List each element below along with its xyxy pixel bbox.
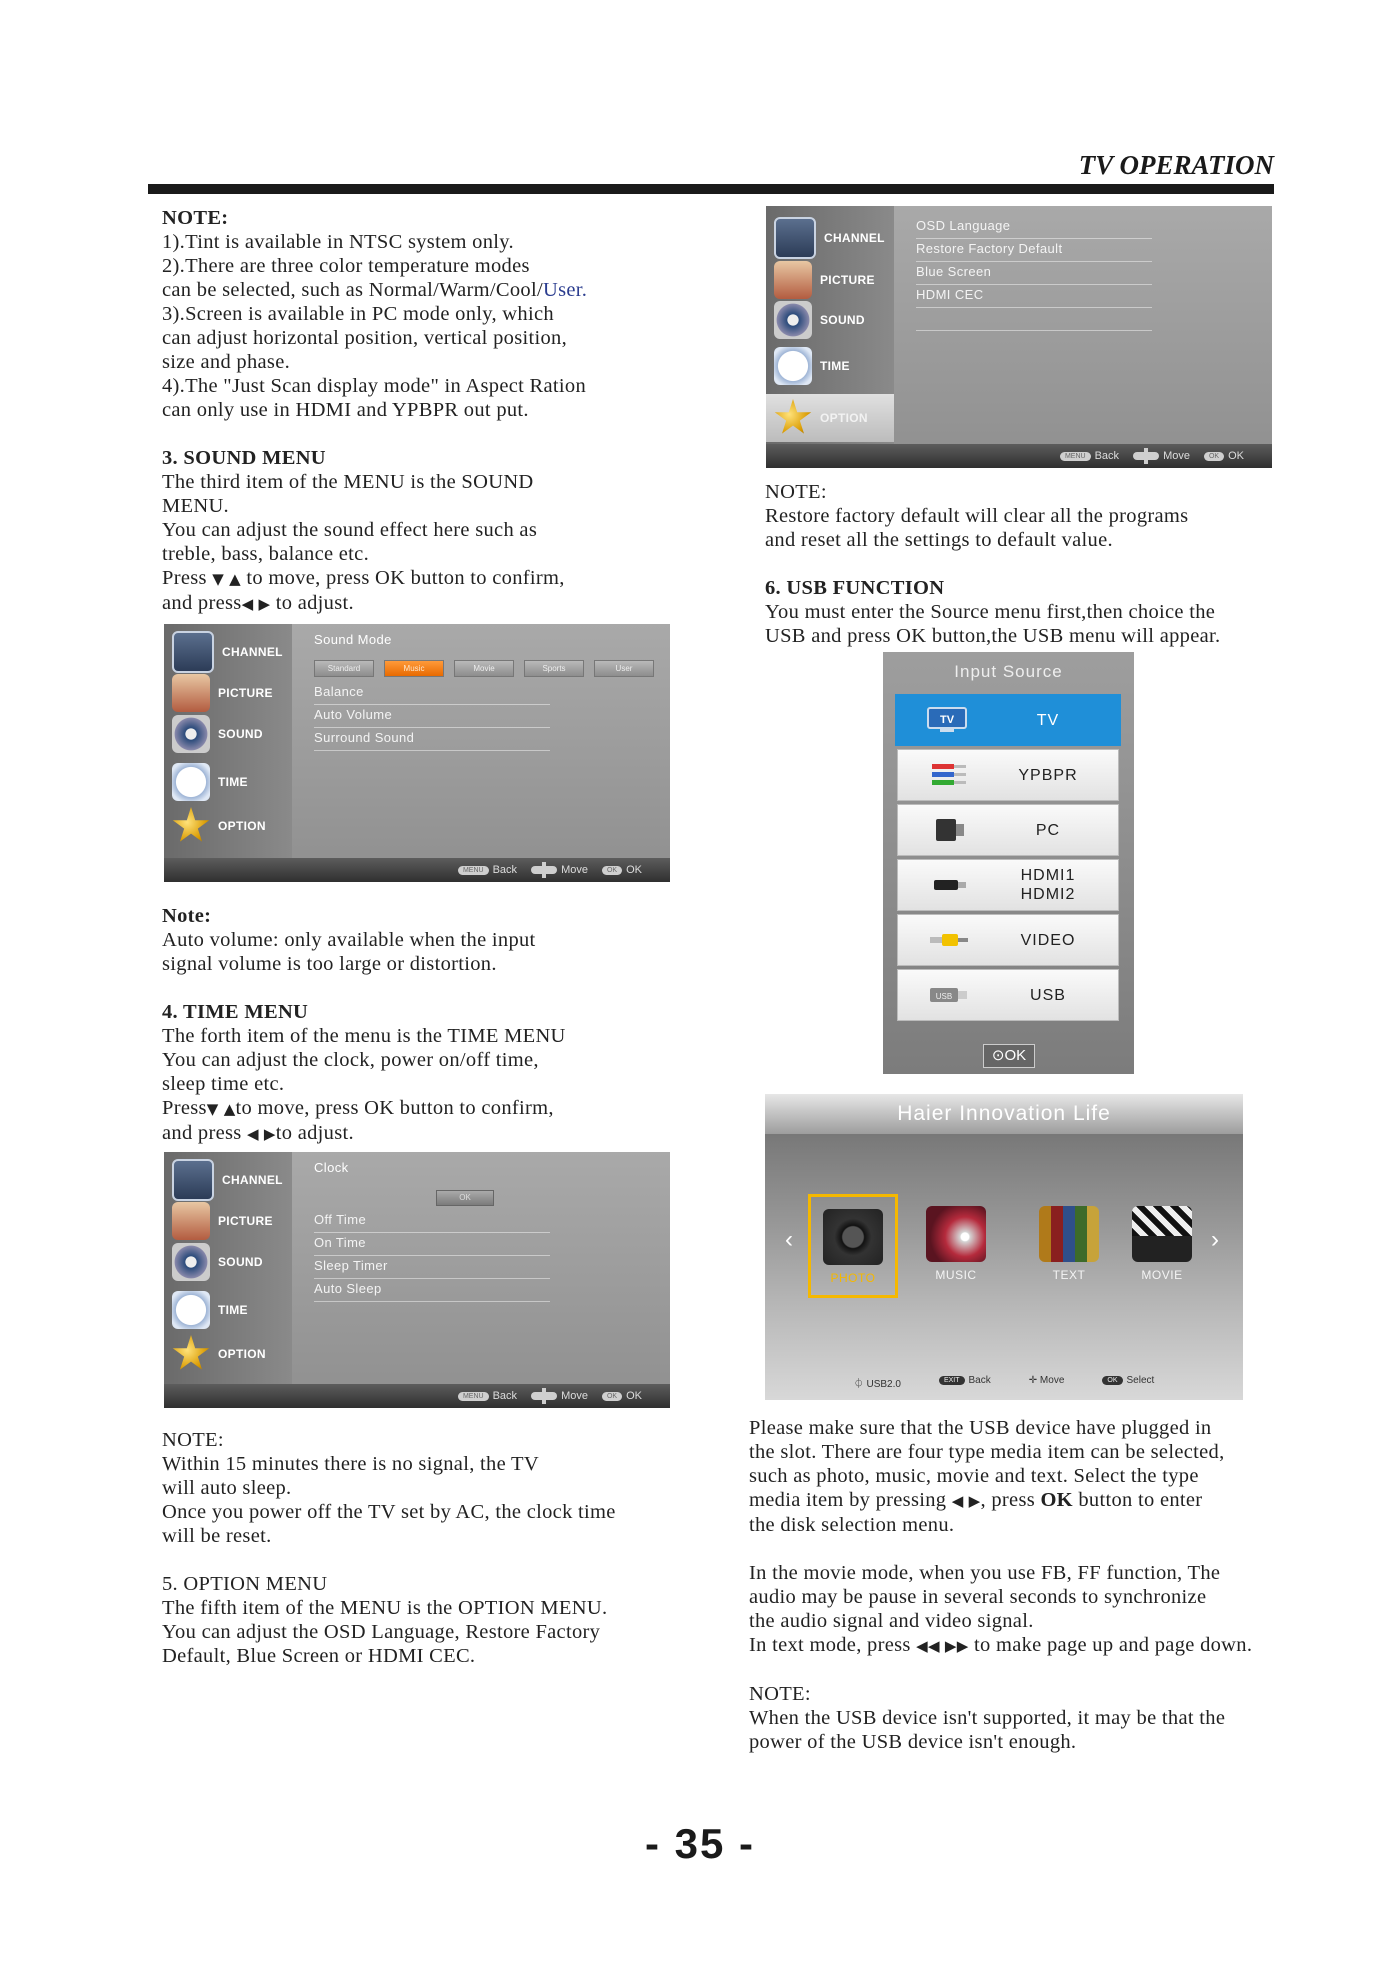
sound-mode-options	[314, 660, 654, 677]
time-note-line: Within 15 minutes there is no signal, the TV	[162, 1453, 539, 1475]
dpad-icon	[1133, 452, 1159, 460]
option-line: You can adjust the OSD Language, Restore Factory	[162, 1621, 601, 1643]
usb-media-screen	[765, 1094, 1243, 1400]
sidebar-item-sound[interactable]: SOUND	[172, 714, 263, 754]
rewind-forward-icon: ◀◀ ▶▶	[916, 1637, 969, 1655]
option-note-line: Restore factory default will clear all the programs	[765, 505, 1189, 527]
clock-icon	[172, 763, 210, 801]
movie-para-line: In the movie mode, when you use FB, FF function, The	[749, 1562, 1221, 1584]
picture-icon	[172, 1202, 210, 1240]
speaker-icon	[774, 301, 812, 339]
menu-row-on-time[interactable]: On Time	[314, 1233, 550, 1256]
star-icon	[172, 807, 210, 845]
note-title: NOTE:	[162, 207, 229, 229]
sidebar-item-option[interactable]: OPTION	[172, 1334, 266, 1374]
menu-row-empty	[916, 308, 1152, 331]
sidebar-item-picture[interactable]: PICTURE	[172, 1201, 273, 1241]
note-line: 2).There are three color temperature modes	[162, 255, 530, 277]
sidebar-item-time[interactable]: TIME	[774, 346, 850, 386]
input-source-title: Input Source	[954, 662, 1063, 681]
usb-line: You must enter the Source menu first,then choice the	[765, 601, 1216, 623]
sidebar-item-sound[interactable]: SOUND	[172, 1242, 263, 1282]
sound-note-line: signal volume is too large or distortion.	[162, 953, 497, 975]
menu-row-osd-language[interactable]: OSD Language	[916, 216, 1152, 239]
time-press-line: Press▼ ▲to move, press OK button to confirm,	[162, 1097, 554, 1119]
media-tile-text[interactable]: TEXT	[1024, 1194, 1114, 1298]
menu-row-auto-volume[interactable]: Auto Volume	[314, 705, 550, 728]
speaker-icon	[172, 715, 210, 753]
footer-usb: ⏀ USB2.0	[853, 1379, 901, 1390]
footer-ok: OK OK	[1204, 450, 1244, 462]
menu-footer	[164, 858, 670, 882]
star-icon	[774, 399, 812, 437]
sound-press-line: and press◀ ▶ to adjust.	[162, 592, 354, 614]
sound-line: treble, bass, balance etc.	[162, 543, 370, 565]
ok-circle-icon: ⊙	[991, 1047, 1005, 1064]
footer-ok: OK OK	[602, 1390, 642, 1402]
time-note-line: will auto sleep.	[162, 1477, 292, 1499]
clock-title: Clock	[314, 1160, 349, 1175]
down-up-arrows-icon: ▼ ▲	[212, 570, 241, 588]
sound-heading: 3. SOUND MENU	[162, 447, 326, 469]
usb-note-title: NOTE:	[749, 1683, 811, 1705]
sound-line: The third item of the MENU is the SOUND	[162, 471, 534, 493]
clock-icon	[172, 1291, 210, 1329]
media-footer	[765, 1375, 1243, 1390]
usb-para-line: media item by pressing ◀ ▶, press OK button to enter	[749, 1489, 1203, 1511]
source-item-usb[interactable]: USB USB	[897, 969, 1119, 1021]
mode-music[interactable]: Music	[384, 660, 444, 677]
sound-note-title: Note:	[162, 905, 212, 927]
dpad-icon: ✛	[1028, 1375, 1038, 1386]
footer-back: MENU Back	[458, 1390, 517, 1402]
left-right-arrows-icon: ◀ ▶	[247, 1125, 276, 1143]
right-usb-notes	[749, 1416, 1289, 1754]
menu-row-auto-sleep[interactable]: Auto Sleep	[314, 1279, 550, 1302]
svg-text:USB: USB	[935, 992, 953, 1001]
footer-back: EXIT Back	[939, 1375, 991, 1390]
movie-para-line: audio may be pause in several seconds to synchronize	[749, 1586, 1207, 1608]
option-line: Default, Blue Screen or HDMI CEC.	[162, 1645, 476, 1667]
usb-heading: 6. USB FUNCTION	[765, 577, 945, 599]
footer-ok: OK OK	[602, 864, 642, 876]
input-source-ok-button[interactable]: ⊙OK	[983, 1044, 1035, 1068]
menu-row-sleep-timer[interactable]: Sleep Timer	[314, 1256, 550, 1279]
sound-note-line: Auto volume: only available when the input	[162, 929, 536, 951]
sidebar-item-picture[interactable]: PICTURE	[774, 260, 875, 300]
time-menu-screen	[164, 1152, 670, 1408]
books-icon	[1039, 1206, 1099, 1262]
clock-ok-button[interactable]: OK	[436, 1190, 494, 1206]
mode-movie[interactable]: Movie	[454, 660, 514, 677]
menu-row-blue-screen[interactable]: Blue Screen	[916, 262, 1152, 285]
menu-sidebar	[164, 1152, 292, 1384]
note-line: 1).Tint is available in NTSC system only.	[162, 231, 514, 253]
chevron-right-icon[interactable]: ›	[1211, 1226, 1219, 1253]
text-mode-line: In text mode, press ◀◀ ▶▶ to make page up and page down.	[749, 1634, 1253, 1656]
sidebar-item-channel[interactable]: CHANNEL	[172, 1160, 283, 1200]
time-note-line: Once you power off the TV set by AC, the clock time	[162, 1501, 616, 1523]
media-tile-music[interactable]: MUSIC	[911, 1194, 1001, 1298]
page-number: - 35 -	[644, 1820, 756, 1867]
sound-mode-title: Sound Mode	[314, 632, 392, 647]
menu-footer	[766, 444, 1272, 468]
source-item-ypbpr[interactable]: YPBPR	[897, 749, 1119, 801]
tv-icon	[926, 707, 968, 733]
note-line: 4).The "Just Scan display mode" in Aspect Ration	[162, 375, 586, 397]
source-item-tv[interactable]: TV TV	[895, 694, 1121, 746]
time-line: You can adjust the clock, power on/off time,	[162, 1049, 539, 1071]
sound-line: You can adjust the sound effect here such as	[162, 519, 538, 541]
footer-move: ✛ Move	[1028, 1375, 1065, 1386]
camera-icon	[823, 1209, 883, 1265]
channel-icon	[774, 217, 816, 259]
right-usb-section	[765, 480, 1285, 648]
menu-footer	[164, 1384, 670, 1408]
chevron-left-icon[interactable]: ‹	[785, 1226, 793, 1253]
time-line: sleep time etc.	[162, 1073, 285, 1095]
sidebar-item-sound[interactable]: SOUND	[774, 300, 865, 340]
note-line: 3).Screen is available in PC mode only, which	[162, 303, 554, 325]
star-icon	[172, 1335, 210, 1373]
option-note-line: and reset all the settings to default value.	[765, 529, 1113, 551]
footer-move: Move	[531, 1390, 588, 1402]
rca-cable-icon	[928, 927, 970, 953]
source-item-video[interactable]: VIDEO	[897, 914, 1119, 966]
sidebar-item-channel[interactable]: CHANNEL	[774, 218, 885, 258]
footer-back: MENU Back	[1060, 450, 1119, 462]
down-up-arrows-icon: ▼ ▲	[206, 1100, 236, 1118]
left-right-arrows-icon: ◀ ▶	[951, 1492, 981, 1510]
option-heading: 5. OPTION MENU	[162, 1573, 328, 1595]
menu-sidebar	[766, 206, 894, 444]
option-menu-screen	[766, 206, 1272, 468]
dpad-icon	[531, 866, 557, 874]
speaker-icon	[172, 1243, 210, 1281]
time-note-title: NOTE:	[162, 1429, 224, 1451]
option-line: The fifth item of the MENU is the OPTION MENU.	[162, 1597, 608, 1619]
footer-move: Move	[531, 864, 588, 876]
sound-menu-screen	[164, 624, 670, 882]
mode-standard[interactable]: Standard	[314, 660, 374, 677]
source-item-hdmi[interactable]: HDMI1 HDMI2	[897, 859, 1119, 911]
picture-icon	[774, 261, 812, 299]
input-source-screen	[883, 652, 1134, 1074]
channel-icon	[172, 631, 214, 673]
hdmi-cable-icon	[928, 872, 970, 898]
usb-note-line: When the USB device isn't supported, it may be that the	[749, 1707, 1226, 1729]
usb-line: USB and press OK button,the USB menu will appear.	[765, 625, 1221, 647]
option-note-title: NOTE:	[765, 481, 827, 503]
left-right-arrows-icon: ◀ ▶	[241, 595, 271, 613]
time-note-line: will be reset.	[162, 1525, 272, 1547]
sidebar-item-option[interactable]: OPTION	[766, 394, 894, 442]
media-tile-photo[interactable]: PHOTO	[808, 1194, 898, 1298]
left-time-section	[162, 904, 662, 1146]
usb-note-line: power of the USB device isn't enough.	[749, 1731, 1077, 1753]
picture-icon	[172, 674, 210, 712]
svg-text:TV: TV	[939, 714, 955, 726]
sidebar-item-picture[interactable]: PICTURE	[172, 673, 273, 713]
clock-icon	[774, 347, 812, 385]
sidebar-item-option[interactable]: OPTION	[172, 806, 266, 846]
time-press-line: and press ◀ ▶to adjust.	[162, 1122, 354, 1144]
dpad-icon	[531, 1392, 557, 1400]
usb-stick-icon	[928, 982, 970, 1008]
movie-para-line: the audio signal and video signal.	[749, 1610, 1034, 1632]
page-header-title: TV OPERATION	[1078, 150, 1274, 180]
sound-press-line: Press ▼ ▲ to move, press OK button to confirm,	[162, 567, 565, 589]
footer-select: OK Select	[1102, 1375, 1154, 1390]
sound-line: MENU.	[162, 495, 229, 517]
note-line: can be selected, such as Normal/Warm/Cool/User.	[162, 279, 588, 301]
menu-row-surround-sound[interactable]: Surround Sound	[314, 728, 550, 751]
usb-para-line: such as photo, music, movie and text. Select the type	[749, 1465, 1199, 1487]
header-rule	[148, 184, 1274, 194]
sound-menu-rows	[314, 630, 550, 652]
sidebar-item-time[interactable]: TIME	[172, 762, 248, 802]
footer-back: MENU Back	[458, 864, 517, 876]
menu-row-hdmi-cec[interactable]: HDMI CEC	[916, 285, 1152, 308]
time-heading: 4. TIME MENU	[162, 1001, 309, 1023]
menu-row-off-time[interactable]: Off Time	[314, 1210, 550, 1233]
left-notes	[162, 206, 662, 616]
mode-sports[interactable]: Sports	[524, 660, 584, 677]
channel-icon	[172, 1159, 214, 1201]
sidebar-item-time[interactable]: TIME	[172, 1290, 248, 1330]
vga-cable-icon	[928, 817, 970, 843]
media-title: Haier Innovation Life	[765, 1094, 1243, 1134]
menu-row-restore-factory-default[interactable]: Restore Factory Default	[916, 239, 1152, 262]
usb-icon: ⏀	[853, 1379, 864, 1390]
usb-para-line: the disk selection menu.	[749, 1514, 955, 1536]
left-option-section	[162, 1428, 682, 1668]
menu-row-balance[interactable]: Balance	[314, 682, 550, 705]
usb-para-line: the slot. There are four type media item can be selected,	[749, 1441, 1225, 1463]
music-disc-icon	[926, 1206, 986, 1262]
source-item-pc[interactable]: PC	[897, 804, 1119, 856]
time-line: The forth item of the menu is the TIME MENU	[162, 1025, 566, 1047]
menu-sidebar	[164, 624, 292, 858]
footer-move: Move	[1133, 450, 1190, 462]
clapperboard-icon	[1132, 1206, 1192, 1262]
note-line: size and phase.	[162, 351, 291, 373]
sidebar-item-channel[interactable]: CHANNEL	[172, 632, 283, 672]
note-line: can adjust horizontal position, vertical position,	[162, 327, 567, 349]
usb-para-line: Please make sure that the USB device have plugged in	[749, 1417, 1212, 1439]
media-tile-movie[interactable]: MOVIE	[1117, 1194, 1207, 1298]
component-cable-icon	[928, 762, 970, 788]
mode-user[interactable]: User	[594, 660, 654, 677]
note-line: can only use in HDMI and YPBPR out put.	[162, 399, 529, 421]
